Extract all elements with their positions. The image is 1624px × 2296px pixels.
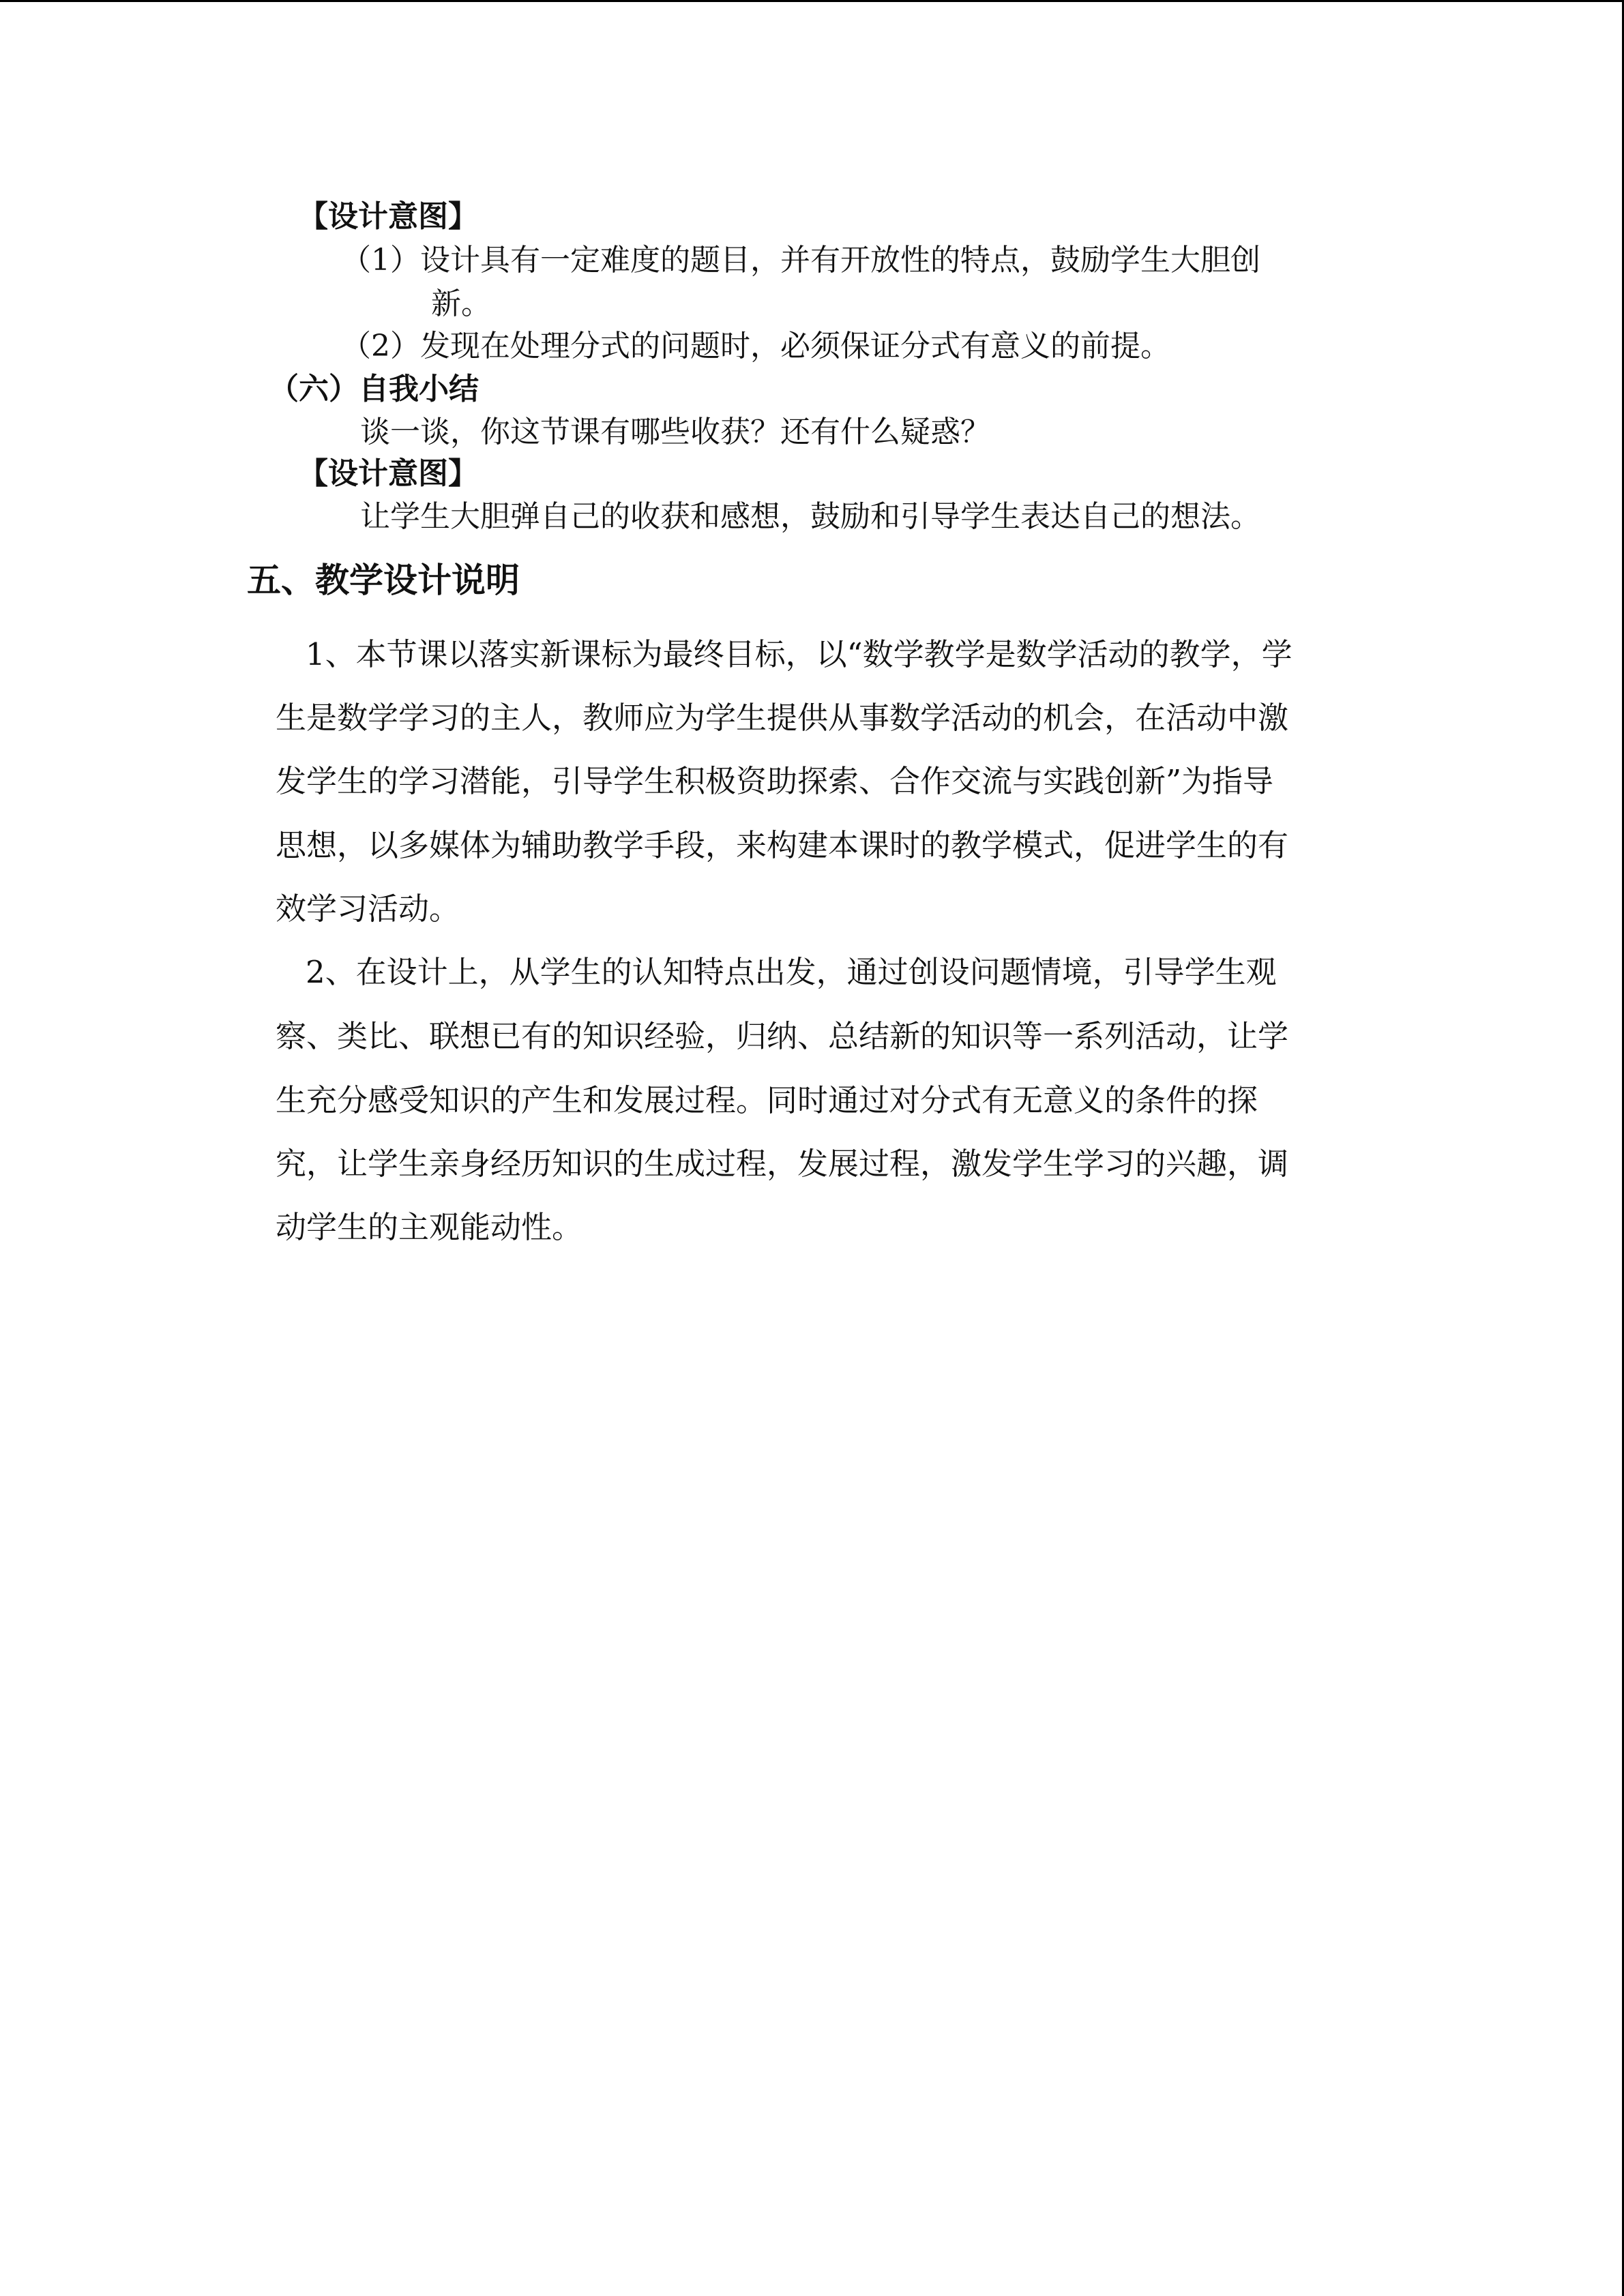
paragraph-1-line: 生是数学学习的主人，教师应为学生提供从事数学活动的机会，在活动中激 bbox=[276, 700, 1289, 736]
section-five-heading: 五、教学设计说明 bbox=[247, 561, 520, 600]
self-summary-question: 谈一谈，你这节课有哪些收获？还有什么疑惑？ bbox=[360, 415, 990, 449]
design-intent-item-1-line-2: 新。 bbox=[431, 286, 491, 321]
page-border-top bbox=[0, 0, 1624, 2]
paragraph-2-line: 动学生的主观能动性。 bbox=[276, 1209, 583, 1245]
design-intent-heading-2: 【设计意图】 bbox=[298, 456, 478, 491]
paragraph-1-line: 思想，以多媒体为辅助教学手段，来构建本课时的教学模式，促进学生的有 bbox=[276, 827, 1289, 863]
design-intent-item-1-line-1: （1）设计具有一定难度的题目，并有开放性的特点，鼓励学生大胆创 bbox=[341, 243, 1260, 278]
design-intent-text-2: 让学生大胆弹自己的收获和感想，鼓励和引导学生表达自己的想法。 bbox=[360, 499, 1260, 534]
paragraph-1-line: 效学习活动。 bbox=[276, 891, 460, 927]
paragraph-1-line: 发学生的学习潜能，引导学生积极资助探索、合作交流与实践创新”为指导 bbox=[276, 763, 1274, 799]
paragraph-2-line: 究，让学生亲身经历知识的生成过程，发展过程，激发学生学习的兴趣，调 bbox=[276, 1146, 1289, 1182]
paragraph-2-line: 2、在设计上，从学生的认知特点出发，通过创设问题情境，引导学生观 bbox=[306, 954, 1277, 990]
design-intent-heading-1: 【设计意图】 bbox=[298, 199, 478, 234]
paragraph-2-line: 生充分感受知识的产生和发展过程。同时通过对分式有无意义的条件的探 bbox=[276, 1082, 1258, 1118]
paragraph-2-line: 察、类比、联想已有的知识经验，归纳、总结新的知识等一系列活动，让学 bbox=[276, 1018, 1289, 1054]
self-summary-heading: （六）自我小结 bbox=[269, 372, 479, 406]
design-intent-item-2: （2）发现在处理分式的问题时，必须保证分式有意义的前提。 bbox=[341, 329, 1170, 363]
paragraph-1-line: 1、本节课以落实新课标为最终目标，以“数学教学是数学活动的教学，学 bbox=[306, 636, 1293, 672]
